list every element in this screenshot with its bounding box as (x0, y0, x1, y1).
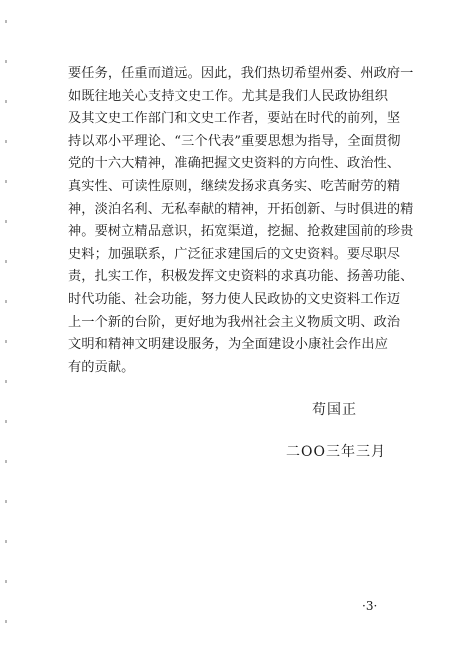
text-line: 要任务，任重而道远。因此，我们热切希望州委、州政府一 (68, 66, 414, 81)
text-line: 文明和精神文明建设服务，为全面建设小康社会作出应 (68, 337, 388, 353)
text-line: 持以邓小平理论、“三个代表”重要思想为指导，全面贯彻 (68, 133, 401, 149)
text-line: 神。要树立精品意识，拓宽渠道，挖掘、抢救建国前的珍贵 (68, 224, 414, 240)
text-line: 真实性、可读性原则，继续发扬求真务实、吃苦耐劳的精 (68, 178, 401, 194)
text-line: 党的十六大精神，准确把握文史资料的方向性、政治性、 (68, 156, 401, 172)
text-line: 时代功能、社会功能，努力使人民政协的文史资料工作迈 (68, 291, 401, 307)
body-text (68, 63, 414, 379)
text-line: 上一个新的台阶，更好地为我州社会主义物质文明、政治 (68, 314, 401, 330)
text-line: 神，淡泊名利、无私奉献的精神，开拓创新、与时俱进的精 (68, 201, 414, 217)
author-signature: 苟国正 (312, 402, 357, 418)
text-line: 史料；加强联系，广泛征求建国后的文史资料。要尽职尽 (68, 246, 401, 262)
document-date: 二OO三年三月 (286, 444, 386, 460)
text-line: 有的贡献。 (68, 359, 135, 375)
text-line: 如既往地关心支持文史工作。尤其是我们人民政协组织 (68, 88, 388, 104)
text-line: 及其文史工作部门和文史工作者，要站在时代的前列，坚 (68, 111, 401, 127)
page-number: ·3· (362, 599, 378, 613)
text-line: 责，扎实工作，积极发挥文史资料的求真功能、扬善功能、 (68, 269, 414, 285)
scan-edge-marks (5, 20, 7, 640)
